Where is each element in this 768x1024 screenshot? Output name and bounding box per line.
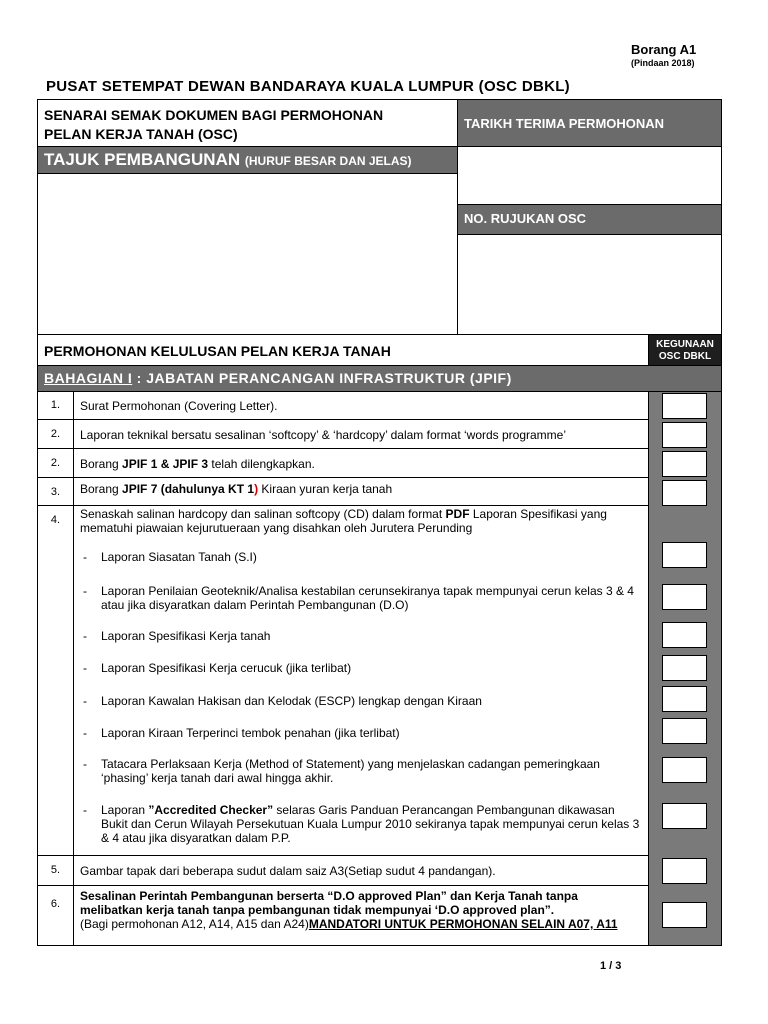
date-received-field[interactable] [457, 146, 722, 205]
list-dash: - [83, 584, 87, 598]
row-text-post: telah dilengkapkan. [208, 457, 315, 471]
section-name: JABATAN PERANCANGAN INFRASTRUKTUR (JPIF) [146, 370, 512, 386]
organisation-title: PUSAT SETEMPAT DEWAN BANDARAYA KUALA LUMPUR (OSC DBKL) [46, 78, 570, 95]
row-text-pre: Borang [80, 457, 123, 471]
list-dash: - [83, 661, 87, 675]
row-number: 5. [38, 856, 74, 885]
table-row [37, 856, 649, 886]
form-code: Borang A1 [631, 42, 697, 57]
project-title-text: TAJUK PEMBANGUNAN [44, 150, 241, 169]
list-dash: - [83, 803, 87, 817]
list-item-text [83, 803, 643, 845]
osc-ref-field[interactable] [457, 234, 722, 335]
date-received-label: TARIKH TERIMA PERMOHONAN [457, 99, 722, 147]
checklist-title-line-2: PELAN KERJA TANAH (OSC) [44, 126, 238, 142]
row-text-mandatory: MANDATORI UNTUK PERMOHONAN SELAIN A07, A11 [308, 917, 618, 931]
list-item-pre: Laporan [101, 803, 149, 817]
list-item [83, 726, 643, 740]
table-row [37, 886, 649, 946]
checkbox-item-6[interactable] [662, 902, 707, 928]
checkbox-sub-accredited-checker[interactable] [662, 803, 707, 829]
checkbox-sub-piling[interactable] [662, 655, 707, 681]
project-title-field[interactable] [37, 173, 458, 335]
list-item-text: Tatacara Perlaksaan Kerja (Method of Statement) yang menjelaskan cadangan pemeringkaan ‘phasing’ kerja tanah dari awal hingga akhir. [101, 757, 600, 785]
list-item-text: Laporan Kawalan Hakisan dan Kelodak (ESCP) lengkap dengan Kiraan [101, 694, 482, 708]
list-dash: - [83, 629, 87, 643]
section-header [37, 365, 722, 392]
checkbox-item-5[interactable] [662, 858, 707, 884]
checkbox-sub-method-statement[interactable] [662, 757, 707, 783]
list-item [83, 629, 643, 643]
list-item-post: selaras Garis Panduan Perancangan Pembangunan dikawasan Bukit dan Cerun Wilayah Persekutuan Kuala Lumpur 2010 sekiranya tapak mempunyai cerun kelas 3 & 4 atau jika disyaratkan dalam P.P. [101, 803, 640, 845]
row-text-normal: (Bagi permohonan A12, A14, A15 dan A24) [80, 917, 309, 931]
list-item-text: Laporan Kiraan Terperinci tembok penahan (jika terlibat) [101, 726, 400, 740]
osc-ref-label: NO. RUJUKAN OSC [457, 204, 722, 235]
checkbox-item-2b[interactable] [662, 451, 707, 477]
checklist-title-line-1: SENARAI SEMAK DOKUMEN BAGI PERMOHONAN [44, 107, 384, 123]
row-text [74, 886, 648, 945]
list-item-text: Laporan Siasatan Tanah (S.I) [101, 550, 257, 564]
page-number: 1 / 3 [600, 960, 622, 972]
list-item [83, 550, 643, 564]
project-title-hint: (HURUF BESAR DAN JELAS) [244, 154, 412, 168]
list-item [83, 803, 643, 845]
list-dash: - [83, 550, 87, 564]
list-item-text: Laporan Spesifikasi Kerja tanah [101, 629, 271, 643]
row-number: 1. [38, 391, 74, 419]
office-use-line-1: KEGUNAAN [656, 339, 714, 350]
row-number: 3. [38, 478, 74, 505]
row-text-bold: Sesalinan Perintah Pembangunan berserta “D.O approved Plan” dan Kerja Tanah tanpa melibatkan kerja tanah tanpa pembangunan tidak mempunyai ‘D.O approved plan”. [80, 889, 578, 917]
table-row [37, 391, 649, 420]
row-text-pre: Senaskah salinan hardcopy dan salinan softcopy (CD) dalam format [80, 507, 446, 521]
row-text [74, 478, 648, 505]
checkbox-sub-si[interactable] [662, 542, 707, 568]
row-text: Gambar tapak dari beberapa sudut dalam saiz A3(Setiap sudut 4 pandangan). [80, 864, 496, 878]
row-number: 6. [38, 886, 74, 945]
checkbox-sub-geotechnical[interactable] [662, 584, 707, 610]
row-number: 4. [38, 506, 74, 855]
checkbox-sub-earthwork-spec[interactable] [662, 622, 707, 648]
row-number: 2. [38, 449, 74, 477]
table-row [37, 478, 649, 506]
list-dash: - [83, 694, 87, 708]
row-text-red: ) [254, 482, 259, 496]
list-item [83, 757, 643, 785]
checkbox-item-1[interactable] [662, 393, 707, 419]
row-text-bold: PDF [445, 507, 470, 521]
table-row [37, 449, 649, 478]
row-text: Surat Permohonan (Covering Letter). [80, 399, 278, 413]
office-use-line-2: OSC DBKL [658, 351, 712, 362]
section-part: BAHAGIAN I [44, 370, 133, 386]
list-item-bold: ”Accredited Checker” [148, 803, 274, 817]
office-use-header [648, 334, 722, 366]
checkbox-item-3[interactable] [662, 480, 707, 506]
row-text-post: Kiraan yuran kerja tanah [258, 482, 393, 496]
row-text-bold: JPIF 1 & JPIF 3 [122, 457, 209, 471]
row-text: Laporan teknikal bersatu sesalinan ‘softcopy’ & ‘hardcopy’ dalam format ‘words programme’ [80, 428, 567, 442]
row-text-bold: JPIF 7 (dahulunya KT 1 [122, 482, 255, 496]
row-text-pre: Borang [80, 482, 123, 496]
list-item [83, 584, 643, 612]
checkbox-sub-retaining-wall[interactable] [662, 718, 707, 744]
checklist-title [37, 99, 458, 147]
list-item-text: Laporan Penilaian Geoteknik/Analisa kestabilan cerunsekiranya tapak mempunyai cerun kelas 3 & 4 atau jika disyaratkan dalam Perintah Pembangunan (D.O) [101, 584, 634, 612]
row-text-post: Laporan Spesifikasi yang mematuhi piawaian kejurutueraan yang disahkan oleh Jurutera Perunding [80, 507, 607, 535]
application-title: PERMOHONAN KELULUSAN PELAN KERJA TANAH [37, 334, 649, 366]
checkbox-sub-escp[interactable] [662, 686, 707, 712]
list-dash: - [83, 757, 87, 771]
list-item-text: Laporan Spesifikasi Kerja cerucuk (jika terlibat) [101, 661, 352, 675]
list-item [83, 661, 643, 675]
table-row [37, 420, 649, 449]
form-revision: (Pindaan 2018) [631, 58, 695, 68]
section-separator: : [132, 370, 147, 386]
checkbox-item-2[interactable] [662, 422, 707, 448]
row-number: 2. [38, 420, 74, 448]
list-item [83, 694, 643, 708]
row-text [74, 449, 648, 477]
list-dash: - [83, 726, 87, 740]
project-title-label [37, 146, 458, 174]
